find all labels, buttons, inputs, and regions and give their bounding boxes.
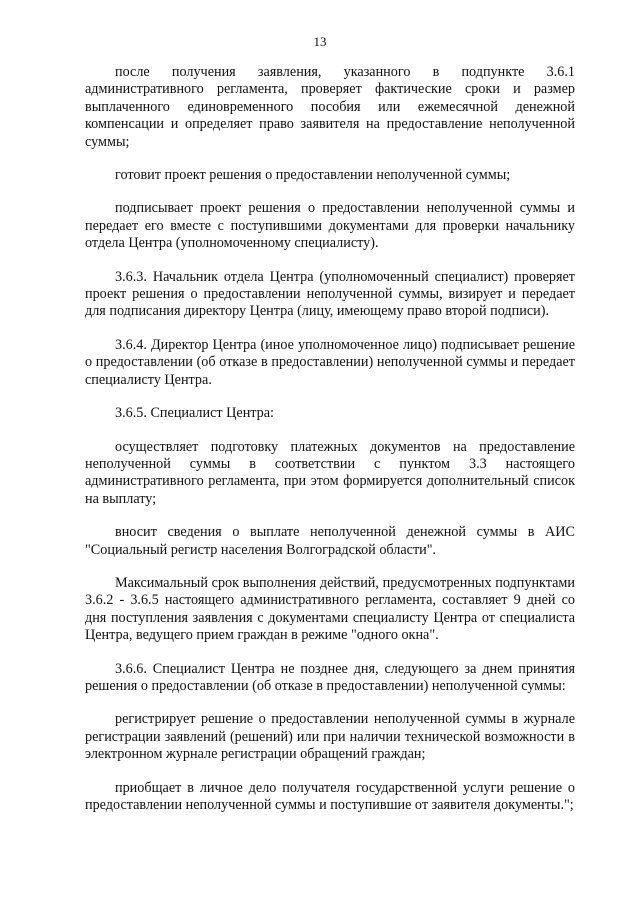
- paragraph-payment-docs: осуществляет подготовку платежных документов на предоставление неполученной суммы в соответствии с пунктом 3.3 настоящего административного регламента, при этом формируется дополнительный список на выплату;: [85, 438, 575, 507]
- paragraph-max-term: Максимальный срок выполнения действий, предусмотренных подпунктами 3.6.2 - 3.6.5 настоящего административного регламента, составляет 9 дней со дня поступления заявления с документами специалисту Центра от специалиста Центра, ведущего прием граждан в режиме "одного окна".: [85, 574, 575, 644]
- paragraph-ais-register: вносит сведения о выплате неполученной денежной суммы в АИС "Социальный регистр населения Волгоградской области".: [85, 524, 575, 558]
- paragraph-3-6-5: 3.6.5. Специалист Центра:: [115, 405, 274, 422]
- paragraph-3-6-6: 3.6.6. Специалист Центра не позднее дня, следующего за днем принятия решения о предоставлении (об отказе в предоставлении) неполученной суммы:: [85, 660, 575, 694]
- paragraph-attach-to-file: приобщает в личное дело получателя государственной услуги решение о предоставлении неполученной суммы и поступившие от заявителя документы.";: [85, 779, 575, 813]
- paragraph-3-6-4: 3.6.4. Директор Центра (иное уполномоченное лицо) подписывает решение о предоставлении (об отказе в предоставлении) неполученной суммы и передает специалисту Центра.: [85, 336, 575, 388]
- paragraph-sign-draft: подписывает проект решения о предоставлении неполученной суммы и передает его вместе с поступившими документами для проверки начальнику отдела Центра (уполномоченному специалисту).: [85, 200, 575, 252]
- document-body: [85, 64, 575, 830]
- paragraph-prepare-draft: готовит проект решения о предоставлении неполученной суммы;: [115, 167, 511, 184]
- paragraph-3-6-3: 3.6.3. Начальник отдела Центра (уполномоченный специалист) проверяет проект решения о предоставлении неполученной суммы, визирует и передает для подписания директору Центра (лицу, имеющему право второй подписи).: [85, 268, 575, 320]
- paragraph-register-decision: регистрирует решение о предоставлении неполученной суммы в журнале регистрации заявлений (решений) или при наличии технической возможности в электронном журнале регистрации обращений граждан;: [85, 711, 575, 763]
- paragraph-check-terms: после получения заявления, указанного в подпункте 3.6.1 административного регламента, проверяет фактические сроки и размер выплаченного единовременного пособия или ежемесячной денежной компенсации и определяет право заявителя на предоставление неполученной суммы;: [85, 64, 575, 150]
- page-number: 13: [313, 34, 327, 49]
